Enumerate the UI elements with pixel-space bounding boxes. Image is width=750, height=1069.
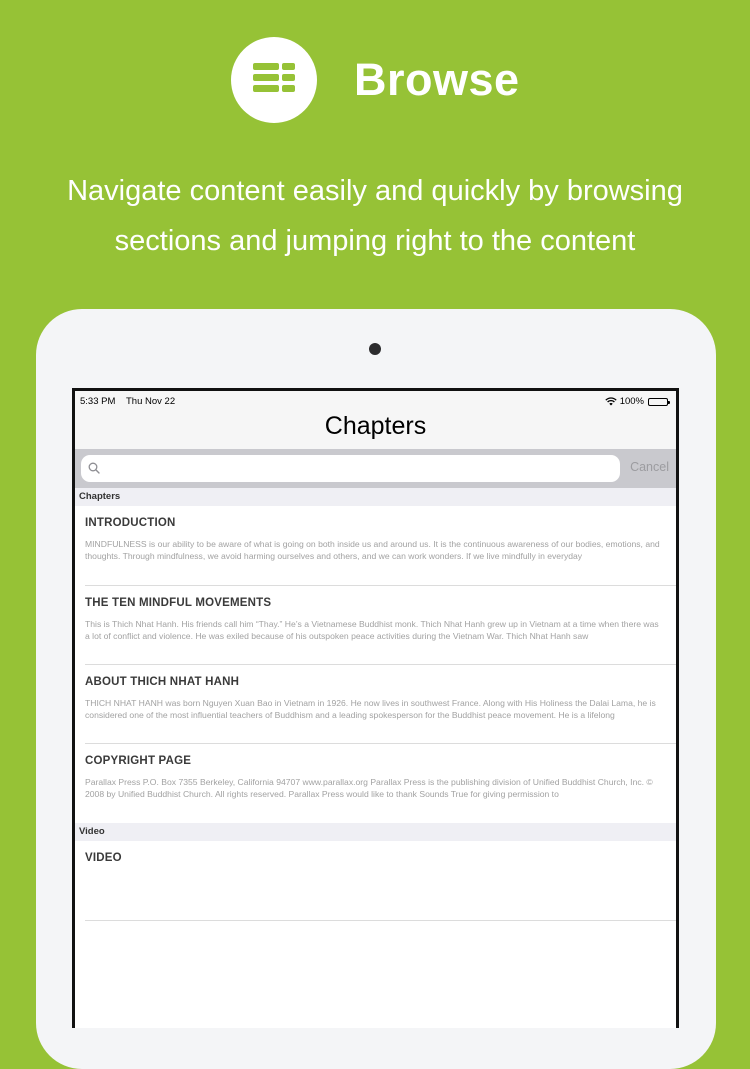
row-excerpt: MINDFULNESS is our ability to be aware of what is going on both inside us and around us. It is the continuous awareness of our bodies, emotions, and thoughts. Through mindfulness, we avoid harming ourselves and others, and we can work wonders. If we live mindfully in everyday [85, 539, 660, 561]
chapter-row-copyright[interactable] [75, 744, 676, 823]
row-title: ABOUT THICH NHAT HANH [85, 676, 240, 688]
battery-icon [648, 398, 668, 406]
device-screen [72, 388, 679, 1028]
page-title: Chapters [324, 412, 427, 440]
section-header-video: Video [75, 823, 676, 841]
promo-headline: Browse [354, 54, 520, 105]
row-divider [85, 920, 676, 921]
row-excerpt: THICH NHAT HANH was born Nguyen Xuan Bao in Vietnam in 1926. He now lives in southwest France. Along with His Holiness the Dalai Lama, he is considered one of the most influential teachers of Buddhism and a leading spokesperson for the Buddhist peace movement. He is a lifelong [85, 698, 656, 720]
navigation-bar [75, 411, 676, 449]
camera-dot [369, 343, 381, 355]
row-title: INTRODUCTION [85, 517, 176, 529]
status-bar [75, 391, 676, 411]
row-title: VIDEO [85, 852, 122, 864]
battery-percent: 100% [619, 396, 644, 407]
wifi-icon [605, 397, 617, 406]
chapter-row-mindful-movements[interactable] [75, 586, 676, 665]
app-window [75, 391, 676, 1028]
status-time: 5:33 PM [80, 396, 116, 407]
list-icon [253, 61, 295, 99]
cancel-button[interactable]: Cancel [630, 460, 669, 474]
row-title: THE TEN MINDFUL MOVEMENTS [85, 597, 272, 609]
status-indicators [605, 396, 668, 407]
search-bar [75, 449, 676, 488]
search-field[interactable] [81, 455, 620, 482]
section-header-chapters: Chapters [75, 488, 676, 506]
row-excerpt: Parallax Press P.O. Box 7355 Berkeley, California 94707 www.parallax.org Parallax Press is the publishing division of Unified Buddhist Church, Inc. © 2008 by Unified Buddhist Church. All rights reserved. Parallax Press would like to thank Sounds True for giving permission to [85, 777, 653, 799]
row-title: COPYRIGHT PAGE [85, 755, 192, 767]
video-row[interactable] [75, 841, 676, 921]
chapter-row-introduction[interactable] [75, 506, 676, 586]
search-icon [88, 462, 100, 474]
promo-tagline: Navigate content easily and quickly by browsing sections and jumping right to the content [67, 175, 683, 257]
row-excerpt: This is Thich Nhat Hanh. His friends call him “Thay.” He’s a Vietnamese Buddhist monk. Thich Nhat Hanh grew up in Vietnam at a time when there was a lot of conflict and violence. He was exiled because of his outspoken peace activities during the Vietnam War. Thich Nhat Hanh saw [85, 619, 659, 641]
chapter-row-about-author[interactable] [75, 665, 676, 744]
search-input[interactable] [107, 458, 616, 480]
browse-logo [231, 37, 317, 123]
status-date: Thu Nov 22 [126, 396, 176, 407]
